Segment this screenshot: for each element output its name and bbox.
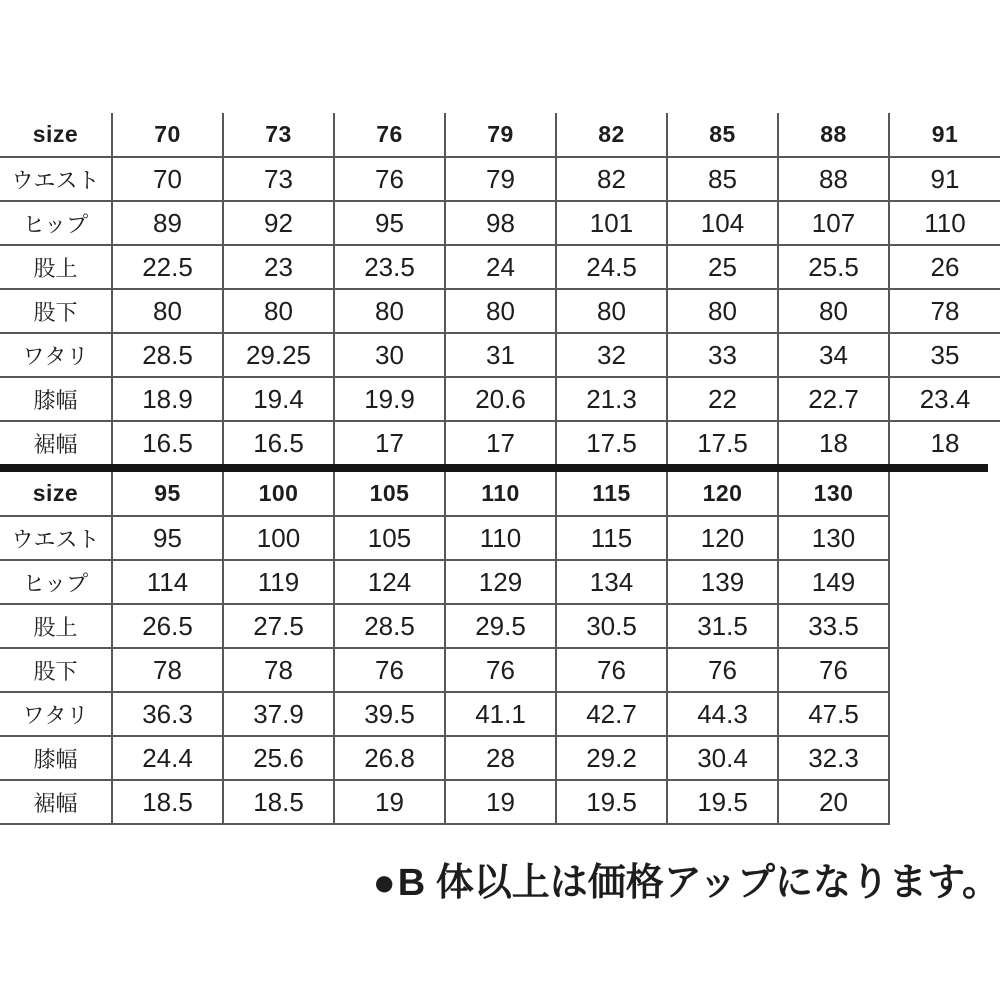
row-label: ウエスト (0, 157, 112, 201)
value-cell: 129 (445, 560, 556, 604)
value-cell: 110 (445, 516, 556, 560)
value-cell: 19.9 (334, 377, 445, 421)
value-cell: 20.6 (445, 377, 556, 421)
table-row (0, 377, 1000, 421)
value-cell: 76 (778, 648, 889, 692)
value-cell: 80 (556, 289, 667, 333)
value-cell: 26 (889, 245, 1000, 289)
value-cell: 17 (334, 421, 445, 465)
value-cell: 104 (667, 201, 778, 245)
column-header: 105 (334, 472, 445, 516)
column-header: 82 (556, 113, 667, 157)
value-cell: 32 (556, 333, 667, 377)
value-cell: 25.5 (778, 245, 889, 289)
value-cell: 29.5 (445, 604, 556, 648)
value-cell: 30 (334, 333, 445, 377)
value-cell: 19 (334, 780, 445, 824)
value-cell: 76 (334, 157, 445, 201)
value-cell: 30.5 (556, 604, 667, 648)
table-row (0, 648, 889, 692)
value-cell: 79 (445, 157, 556, 201)
size-header-cell: size (0, 472, 112, 516)
column-header: 73 (223, 113, 334, 157)
value-cell: 76 (445, 648, 556, 692)
column-header: 95 (112, 472, 223, 516)
value-cell: 27.5 (223, 604, 334, 648)
row-label: 股上 (0, 604, 112, 648)
value-cell: 78 (112, 648, 223, 692)
column-header: 110 (445, 472, 556, 516)
value-cell: 119 (223, 560, 334, 604)
value-cell: 19 (445, 780, 556, 824)
value-cell: 17 (445, 421, 556, 465)
value-cell: 98 (445, 201, 556, 245)
table-row (0, 289, 1000, 333)
value-cell: 82 (556, 157, 667, 201)
value-cell: 78 (223, 648, 334, 692)
value-cell: 28.5 (112, 333, 223, 377)
row-label: 膝幅 (0, 377, 112, 421)
value-cell: 16.5 (112, 421, 223, 465)
value-cell: 21.3 (556, 377, 667, 421)
size-header-cell: size (0, 113, 112, 157)
value-cell: 47.5 (778, 692, 889, 736)
table-row (0, 560, 889, 604)
value-cell: 26.5 (112, 604, 223, 648)
value-cell: 95 (334, 201, 445, 245)
row-label: 股下 (0, 289, 112, 333)
value-cell: 92 (223, 201, 334, 245)
value-cell: 32.3 (778, 736, 889, 780)
value-cell: 80 (778, 289, 889, 333)
row-label: 裾幅 (0, 780, 112, 824)
table-row (0, 201, 1000, 245)
value-cell: 18.9 (112, 377, 223, 421)
row-label: ワタリ (0, 692, 112, 736)
value-cell: 18 (889, 421, 1000, 465)
value-cell: 26.8 (334, 736, 445, 780)
value-cell: 124 (334, 560, 445, 604)
value-cell: 149 (778, 560, 889, 604)
value-cell: 25.6 (223, 736, 334, 780)
upper-size-table (0, 113, 1000, 465)
value-cell: 29.2 (556, 736, 667, 780)
lower-size-table (0, 472, 890, 825)
value-cell: 35 (889, 333, 1000, 377)
value-cell: 70 (112, 157, 223, 201)
value-cell: 80 (445, 289, 556, 333)
row-label: 股上 (0, 245, 112, 289)
value-cell: 17.5 (667, 421, 778, 465)
value-cell: 23 (223, 245, 334, 289)
price-note-text: B 体以上は価格アップになります。 (397, 862, 1000, 904)
value-cell: 34 (778, 333, 889, 377)
value-cell: 24.5 (556, 245, 667, 289)
table-row (0, 736, 889, 780)
value-cell: 31 (445, 333, 556, 377)
value-cell: 80 (334, 289, 445, 333)
value-cell: 78 (889, 289, 1000, 333)
value-cell: 105 (334, 516, 445, 560)
value-cell: 115 (556, 516, 667, 560)
value-cell: 22 (667, 377, 778, 421)
header-row (0, 113, 1000, 157)
value-cell: 17.5 (556, 421, 667, 465)
column-header: 100 (223, 472, 334, 516)
value-cell: 16.5 (223, 421, 334, 465)
row-label: 裾幅 (0, 421, 112, 465)
row-label: 膝幅 (0, 736, 112, 780)
value-cell: 18 (778, 421, 889, 465)
value-cell: 85 (667, 157, 778, 201)
bullet-icon: ● (372, 862, 396, 904)
value-cell: 42.7 (556, 692, 667, 736)
value-cell: 23.5 (334, 245, 445, 289)
table-row (0, 692, 889, 736)
table-divider-bar (0, 464, 988, 472)
value-cell: 114 (112, 560, 223, 604)
value-cell: 23.4 (889, 377, 1000, 421)
value-cell: 36.3 (112, 692, 223, 736)
value-cell: 20 (778, 780, 889, 824)
value-cell: 41.1 (445, 692, 556, 736)
value-cell: 31.5 (667, 604, 778, 648)
value-cell: 80 (223, 289, 334, 333)
column-header: 91 (889, 113, 1000, 157)
table-row (0, 157, 1000, 201)
column-header: 115 (556, 472, 667, 516)
column-header: 79 (445, 113, 556, 157)
value-cell: 24.4 (112, 736, 223, 780)
value-cell: 30.4 (667, 736, 778, 780)
price-note (0, 851, 1000, 906)
value-cell: 110 (889, 201, 1000, 245)
table-row (0, 780, 889, 824)
value-cell: 29.25 (223, 333, 334, 377)
value-cell: 18.5 (223, 780, 334, 824)
row-label: ヒップ (0, 560, 112, 604)
value-cell: 80 (112, 289, 223, 333)
column-header: 88 (778, 113, 889, 157)
value-cell: 19.5 (667, 780, 778, 824)
column-header: 130 (778, 472, 889, 516)
row-label: ワタリ (0, 333, 112, 377)
value-cell: 39.5 (334, 692, 445, 736)
value-cell: 88 (778, 157, 889, 201)
column-header: 76 (334, 113, 445, 157)
value-cell: 28 (445, 736, 556, 780)
value-cell: 28.5 (334, 604, 445, 648)
value-cell: 95 (112, 516, 223, 560)
table-row (0, 516, 889, 560)
value-cell: 76 (667, 648, 778, 692)
value-cell: 73 (223, 157, 334, 201)
table-row (0, 421, 1000, 465)
value-cell: 24 (445, 245, 556, 289)
value-cell: 76 (556, 648, 667, 692)
value-cell: 91 (889, 157, 1000, 201)
column-header: 85 (667, 113, 778, 157)
value-cell: 76 (334, 648, 445, 692)
value-cell: 37.9 (223, 692, 334, 736)
value-cell: 120 (667, 516, 778, 560)
row-label: ヒップ (0, 201, 112, 245)
value-cell: 89 (112, 201, 223, 245)
value-cell: 19.5 (556, 780, 667, 824)
table-row (0, 245, 1000, 289)
value-cell: 22.5 (112, 245, 223, 289)
header-row (0, 472, 889, 516)
value-cell: 130 (778, 516, 889, 560)
table-row (0, 604, 889, 648)
value-cell: 107 (778, 201, 889, 245)
value-cell: 139 (667, 560, 778, 604)
value-cell: 101 (556, 201, 667, 245)
value-cell: 25 (667, 245, 778, 289)
column-header: 70 (112, 113, 223, 157)
row-label: 股下 (0, 648, 112, 692)
value-cell: 33.5 (778, 604, 889, 648)
value-cell: 18.5 (112, 780, 223, 824)
value-cell: 19.4 (223, 377, 334, 421)
value-cell: 22.7 (778, 377, 889, 421)
value-cell: 100 (223, 516, 334, 560)
value-cell: 44.3 (667, 692, 778, 736)
value-cell: 134 (556, 560, 667, 604)
table-row (0, 333, 1000, 377)
value-cell: 33 (667, 333, 778, 377)
row-label: ウエスト (0, 516, 112, 560)
column-header: 120 (667, 472, 778, 516)
value-cell: 80 (667, 289, 778, 333)
